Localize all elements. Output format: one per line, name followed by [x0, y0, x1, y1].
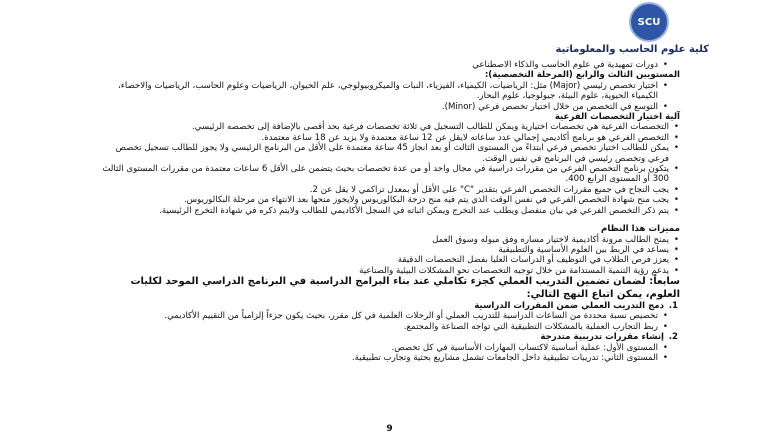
numbered-heading: [96, 332, 680, 342]
logo-caption: كلية علوم الحاسب والمعلوماتية: [555, 44, 709, 55]
numbered-heading-text: دمج التدريب العملي ضمن المقررات الدراسية: [474, 300, 664, 311]
list-item: • اختيار تخصص رئيسي (Major) مثل: الرياضيات، الكيمياء، الفيزياء، النبات والميكروبيولوجي، علم الحيوان، الرياضيات وعلوم الحاسب، الرياضيات والاحصاء، الكيمياء الحيوية، علوم البيئة، جيولوجيا، علوم البحار.: [96, 81, 680, 102]
list-item: • التوسع في التخصص من خلال اختيار تخصص فرعي (Minor).: [96, 102, 680, 112]
list-item: • يجب النجاح في جميع مقررات التخصص الفرعي بتقدير "C" على الأقل أو بمعدل تراكمي لا يقل عن 2.: [96, 185, 680, 195]
list-item: • يدعم رؤية التنمية المستدامة من خلال توجيه التخصصات نحو المشكلات البيئية والصناعية: [96, 266, 680, 276]
list-item: • ربط التجارب العملية بالمشكلات التطبيقية التي تواجه الصناعة والمجتمع.: [96, 322, 680, 332]
list-item: • يعزز فرص الطلاب في التوظيف أو الدراسات العليا بفضل التخصصات الدقيقة: [96, 255, 680, 265]
list-item: • المستوى الثاني: تدريبات تطبيقية داخل الجامعات تشمل مشاريع بحثية وتجارب تطبيقية.: [96, 353, 680, 363]
university-seal-icon: [629, 2, 669, 42]
section-heading: المستويين الثالث والرابع (المرحلة التخصصية):: [484, 70, 680, 81]
list-item: • يمكن للطالب اختيار تخصص فرعي ابتداءً من المستوى الثالث أو بعد انجاز 45 ساعة معتمدة على الأقل من البرنامج الرئيسي ولا يجوز للطالب تسجيل تخصص فرعي وتخصص رئيسي في البرنامج في نفس الوقت.: [96, 143, 680, 164]
list-item: • تخصيص نسبة محددة من الساعات الدراسية للتدريب العملي أو الرحلات العلمية في كل مقرر، بحيث يكون جزءاً إلزامياً من التقييم الأكاديمي.: [96, 311, 680, 321]
list-item: • التخصصات الفرعية هي تخصصات اختيارية ويمكن للطالب التسجيل في ثلاثة تخصصات فرعية بحد أقصى بالإضافة إلى تخصصه الرئيسي.: [96, 122, 680, 132]
section-heading: آلية اختيار التخصصات الفرعية: [554, 112, 680, 123]
numbered-heading-text: إنشاء مقررات تدريبية متدرجة: [540, 332, 664, 343]
list-item: • يجب منح شهادة التخصص الفرعي في نفس الوقت الذي يتم فيه منح درجة البكالوريوس ولايجوز منحها بعد الانتهاء من مرحلة البكالوريوس.: [96, 195, 680, 205]
list-item: • يتم ذكر التخصص الفرعي في بيان منفصل ويطلب عند التخرج ويمكن اثباته في السجل الأكاديمي للطالب ولايتم ذكره في شهادة التخرج الرئيسية.: [96, 206, 680, 216]
numbered-heading: [96, 301, 680, 311]
page-number: 9: [386, 424, 393, 434]
faculty-logo: [555, 2, 709, 60]
item-number: 1.: [668, 300, 678, 311]
section-title: سابعاً: لضمان تضمين التدريب العملي كجزء تكاملي عند بناء البرامج الدراسية في البرنامج الدراسي الموحد لكليات العلوم، يمكن اتباع النهج التالي:: [130, 276, 680, 300]
list-item: • المستوى الأول: عملية أساسية لاكتساب المهارات الأساسية في كل تخصص.: [96, 343, 680, 353]
spacer: [96, 216, 680, 224]
list-item: • يساعد في الربط بين العلوم الأساسية والتطبيقية: [96, 245, 680, 255]
document-body: [96, 60, 680, 363]
list-item: • يمنح الطالب مرونة أكاديمية لاختيار مساره وفق ميوله وسوق العمل: [96, 235, 680, 245]
list-item: • دورات تمهيدية في علوم الحاسب والذكاء الاصطناعي: [96, 60, 680, 70]
list-item: • التخصص الفرعي هو برنامج أكاديمي إجمالي عدد ساعاته لايقل عن 12 ساعة معتمدة ولا يزيد عن 18 ساعة معتمدة.: [96, 133, 680, 143]
section-heading: مميزات هذا النظام: [601, 224, 680, 235]
seal-text: SCU: [637, 16, 661, 28]
list-item: • يتكون برنامج التخصص الفرعي من مقررات دراسية في مجال واحد أو من عدة تخصصات بحيث يتضمن على الأقل 6 ساعات معتمدة من مقررات المستوى الثالث 300 أو المستوى الرابع 400.: [96, 164, 680, 185]
item-number: 2.: [668, 332, 678, 343]
